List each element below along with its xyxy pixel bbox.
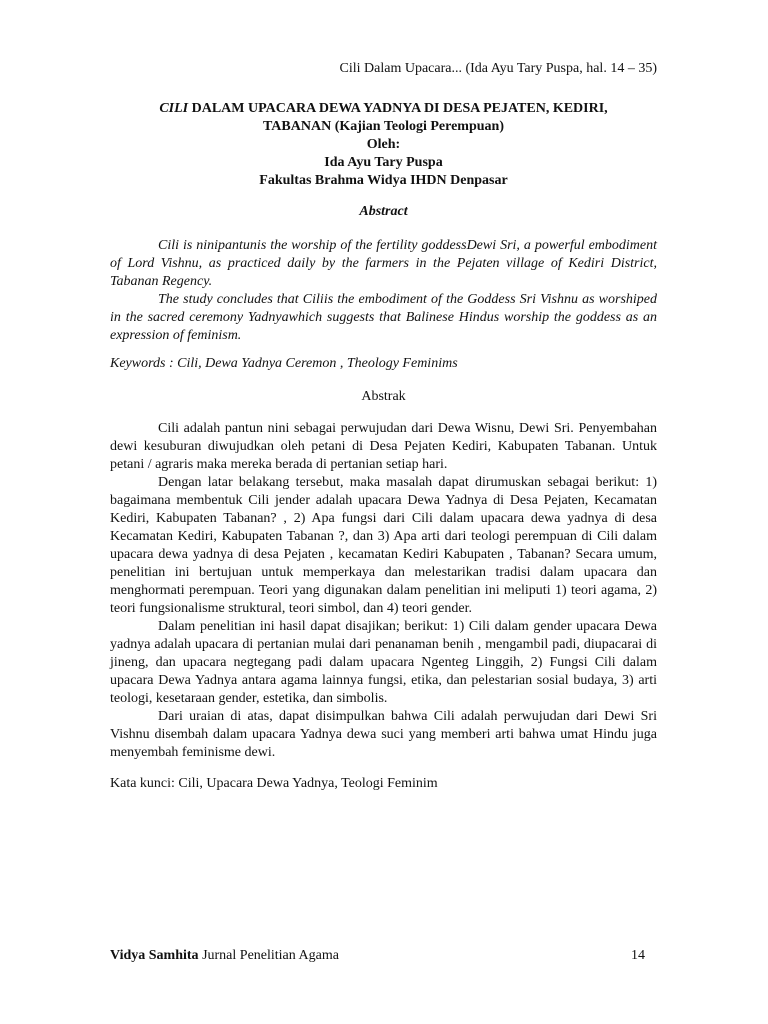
keywords-english: Keywords : Cili, Dewa Yadnya Ceremon , Theology Feminims bbox=[110, 356, 458, 371]
author-affiliation: Fakultas Brahma Widya IHDN Denpasar bbox=[259, 173, 508, 188]
abstrak-paragraph: Dengan latar belakang tersebut, maka masalah dapat dirumuskan sebagai berikut: 1) bagaimana membentuk Cili jender adalah upacara Dewa Yadnya di Desa Pejaten, Kecamatan Kediri, Kabupaten Tabanan? , 2) Apa fungsi dari Cili dalam upacara dewa yadnya di desa Kecamatan Kediri, Kabupaten Tabanan ?, dan 3) Apa arti dari teologi perempuan di Cili dalam upacara dewa yadnya di desa Pejaten , kecamatan Kediri Kabupaten , Tabanan? Secara umum, penelitian ini bertujuan untuk memperkaya dan melestarikan tradisi dalam upacara dan menghormati perempuan. Teori yang digunakan dalam penelitian ini meliputi 1) teori agama, 2) teori fungsionalisme struktural, teori simbol, dan 4) teori gender. bbox=[110, 475, 657, 616]
abstract-heading: Abstract bbox=[359, 204, 408, 219]
journal-name-rest: Jurnal Penelitian Agama bbox=[198, 948, 339, 963]
abstrak-indonesian bbox=[110, 420, 657, 762]
author-name: Ida Ayu Tary Puspa bbox=[324, 155, 443, 170]
journal-name-bold: Vidya Samhita bbox=[110, 948, 199, 963]
page-number: 14 bbox=[631, 948, 645, 963]
title-line-1-text: DALAM UPACARA DEWA YADNYA DI DESA PEJATEN, KEDIRI, bbox=[188, 101, 608, 116]
abstrak-heading: Abstrak bbox=[361, 389, 406, 404]
abstract-english bbox=[110, 237, 657, 345]
oleh-label: Oleh: bbox=[366, 137, 401, 152]
running-head: Cili Dalam Upacara... (Ida Ayu Tary Puspa, hal. 14 – 35) bbox=[339, 61, 657, 76]
title-line-2: TABANAN (Kajian Teologi Perempuan) bbox=[263, 119, 504, 134]
title-line-1 bbox=[110, 100, 657, 118]
abstract-paragraph: The study concludes that Ciliis the embodiment of the Goddess Sri Vishnu as worshiped in the sacred ceremony Yadnyawhich suggests that Balinese Hindus worship the goddess as an expression of feminism. bbox=[110, 292, 657, 343]
keywords-indonesian: Kata kunci: Cili, Upacara Dewa Yadnya, Teologi Feminim bbox=[110, 776, 438, 791]
abstract-paragraph: Cili is ninipantunis the worship of the fertility goddessDewi Sri, a powerful embodiment of Lord Vishnu, as practiced daily by the farmers in the Pejaten village of Kediri District, Tabanan Regency. bbox=[110, 238, 657, 289]
journal-name bbox=[110, 948, 339, 964]
abstrak-paragraph: Dari uraian di atas, dapat disimpulkan bahwa Cili adalah perwujudan dari Dewi Sri Vishnu disembah dalam upacara Yadnya dewa suci yang memberi arti bahwa umat Hindu juga menyembah feminisme dewi. bbox=[110, 709, 657, 760]
article-title-block bbox=[110, 100, 657, 190]
title-italic-word: CILI bbox=[159, 101, 189, 116]
abstrak-paragraph: Cili adalah pantun nini sebagai perwujudan dari Dewa Wisnu, Dewi Sri. Penyembahan dewi kesuburan diwujudkan oleh petani di Desa Pejaten Kediri, Kabupaten Tabanan. Untuk petani / agraris maka mereka berada di pertanian setiap hari. bbox=[110, 421, 657, 472]
abstrak-paragraph: Dalam penelitian ini hasil dapat disajikan; berikut: 1) Cili dalam gender upacara Dewa yadnya adalah upacara di pertanian mulai dari penanaman benih , mengambil padi, diupacarai di jineng, dan upacara negtegang padi dalam upacara Ngenteg Linggih, 2) Fungsi Cili dalam upacara Dewa Yadnya antara agama lainnya fungsi, etika, dan pelestarian sosial budaya, 3) arti teologi, kesetaraan gender, estetika, dan simbolis. bbox=[110, 619, 657, 706]
document-page bbox=[110, 0, 657, 1024]
